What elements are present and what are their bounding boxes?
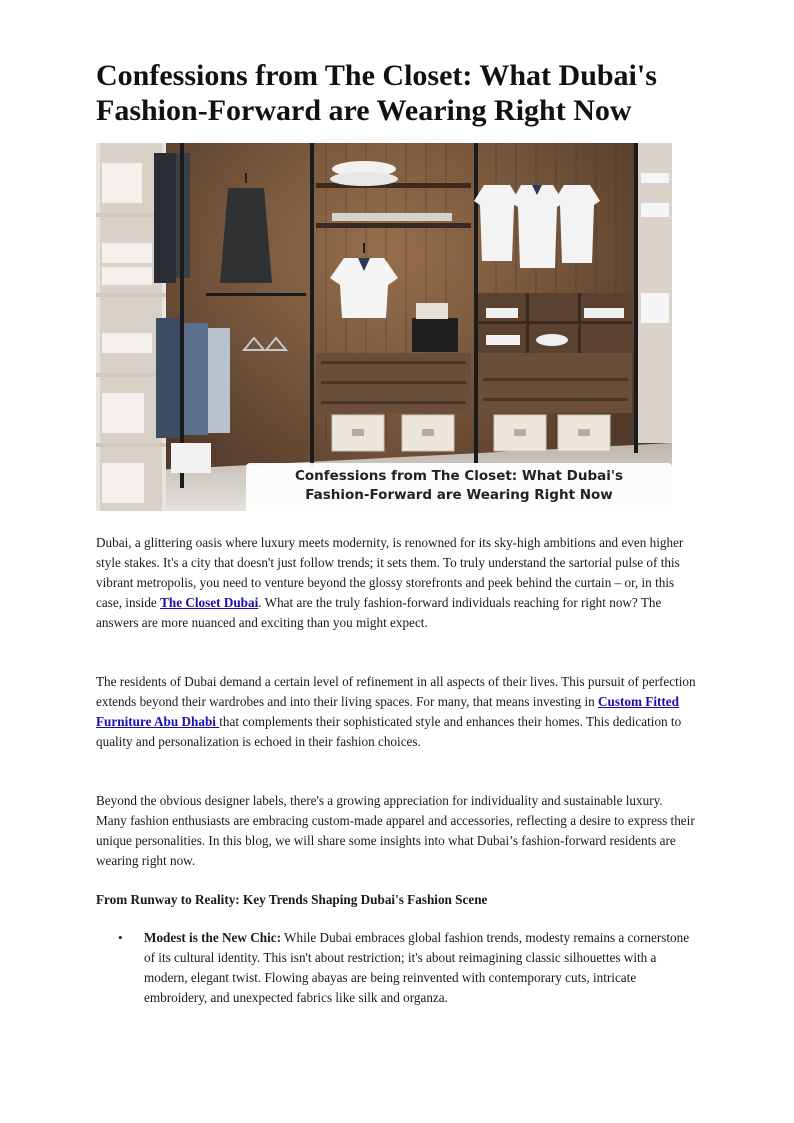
closet-illustration	[96, 143, 672, 511]
bullet-body: While Dubai embraces global fashion trends, modesty remains a cornerstone of its cultural identity. This isn't about restriction; it's about reimagining classic silhouettes with a modern, elegant twist. Flowing abayas are being reinvented with contemporary cuts, intricate embroidery, and unexpected fabrics like silk and organza.	[144, 930, 690, 1005]
intro-paragraph	[96, 533, 696, 633]
intro-text-end: . What are the truly fashion-forward individuals reaching for right now? The answers are more nuanced and exciting than you might expect.	[96, 595, 662, 630]
trends-subheading: From Runway to Reality: Key Trends Shaping Dubai's Fashion Scene	[96, 892, 488, 907]
refinement-text-end: that complements their sophisticated style and enhances their homes. This dedication to quality and personalization is echoed in their fashion choices.	[96, 714, 682, 749]
bullet-lead: Modest is the New Chic:	[144, 930, 281, 945]
bullet-icon: •	[118, 930, 123, 945]
intro-text-start: Dubai, a glittering oasis where luxury meets modernity, is renowned for its sky-high ambitions and even higher style stakes. It's a city that doesn't just follow trends; it sets them. To truly understand the sartorial pulse of this vibrant metropolis, you need to venture beyond the glossy storefronts and peek behind the curtain – or, in this case, inside	[96, 535, 684, 610]
hero-caption	[246, 463, 672, 511]
individuality-paragraph: Beyond the obvious designer labels, there's a growing appreciation for individuality and sustainable luxury. Many fashion enthusiasts are embracing custom-made apparel and accessories, reflecting a desire to express their unique personalities. In this blog, we will share some insights into what Dubai’s fashion-forward residents are wearing right now.	[96, 793, 695, 868]
custom-fitted-furniture-link[interactable]: Custom Fitted Furniture Abu Dhabi	[96, 694, 679, 729]
bullet-text	[144, 928, 692, 1008]
refinement-text-start: The residents of Dubai demand a certain level of refinement in all aspects of their lives. This pursuit of perfection extends beyond their wardrobes and into their living spaces. For many, that means investing in	[96, 674, 696, 709]
refinement-paragraph	[96, 672, 696, 752]
hero-caption-line-1: Confessions from The Closet: What Dubai's	[294, 468, 624, 484]
article-title: Confessions from The Closet: What Dubai's Fashion-Forward are Wearing Right Now	[96, 59, 657, 127]
the-closet-dubai-link[interactable]: The Closet Dubai	[160, 595, 259, 610]
hero-caption-line-2: Fashion-Forward are Wearing Right Now	[305, 487, 613, 503]
hero-image	[96, 143, 672, 511]
